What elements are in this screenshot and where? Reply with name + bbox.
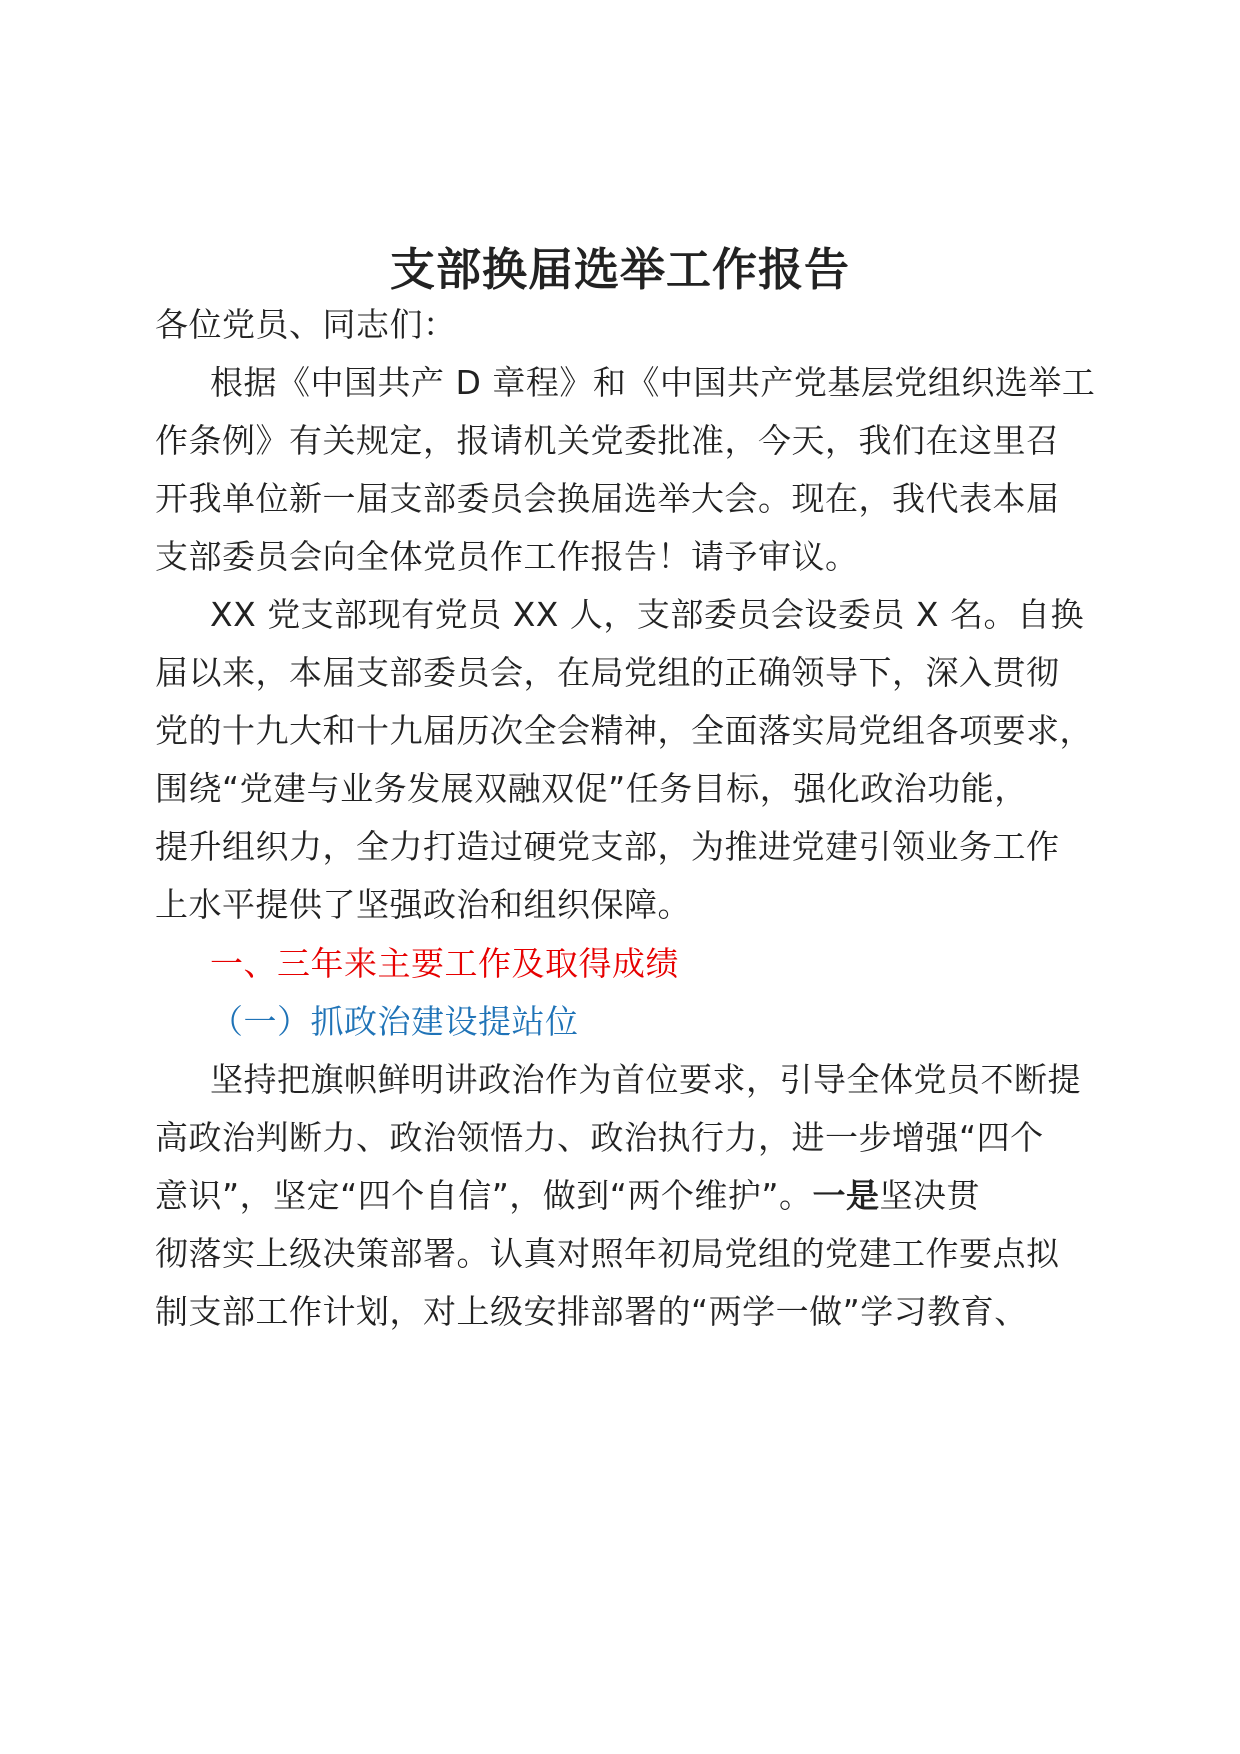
- paragraph-line: [155, 1174, 980, 1218]
- paragraph-text: 意识”，坚定“四个自信”，做到“两个维护”。: [155, 1176, 813, 1215]
- paragraph-line: 坚持把旗帜鲜明讲政治作为首位要求，引导全体党员不断提: [210, 1060, 1081, 1099]
- paragraph-text: 坚决贯: [879, 1176, 980, 1215]
- paragraph-line: 支部委员会向全体党员作工作报告！请予审议。: [155, 537, 859, 576]
- section-heading-2: （一）抓政治建设提站位: [210, 1002, 579, 1041]
- paragraph-line: 高政治判断力、政治领悟力、政治执行力，进一步增强“四个: [155, 1118, 1044, 1157]
- paragraph-line: 根据《中国共产 D 章程》和《中国共产党基层党组织选举工: [210, 363, 1096, 402]
- paragraph-line: XX 党支部现有党员 XX 人，支部委员会设委员 X 名。自换: [210, 595, 1084, 634]
- paragraph-line: 开我单位新一届支部委员会换届选举大会。现在，我代表本届: [155, 479, 1060, 518]
- paragraph-line: 作条例》有关规定，报请机关党委批准，今天，我们在这里召: [155, 421, 1060, 460]
- emphasis-text: 一是: [812, 1176, 880, 1215]
- paragraph-line: 围绕“党建与业务发展双融双促”任务目标，强化政治功能，: [155, 769, 1028, 808]
- paragraph-line: 上水平提供了坚强政治和组织保障。: [155, 885, 691, 924]
- document-title: 支部换届选举工作报告: [389, 243, 850, 296]
- salutation: 各位党员、同志们：: [155, 305, 457, 344]
- paragraph-line: 届以来，本届支部委员会，在局党组的正确领导下，深入贯彻: [155, 653, 1060, 692]
- paragraph-line: 彻落实上级决策部署。认真对照年初局党组的党建工作要点拟: [155, 1234, 1060, 1273]
- paragraph-line: 党的十九大和十九届历次全会精神，全面落实局党组各项要求，: [155, 711, 1093, 750]
- section-heading-1: 一、三年来主要工作及取得成绩: [210, 944, 679, 983]
- paragraph-line: 提升组织力，全力打造过硬党支部，为推进党建引领业务工作: [155, 827, 1060, 866]
- paragraph-line: 制支部工作计划，对上级安排部署的“两学一做”学习教育、: [155, 1292, 1028, 1331]
